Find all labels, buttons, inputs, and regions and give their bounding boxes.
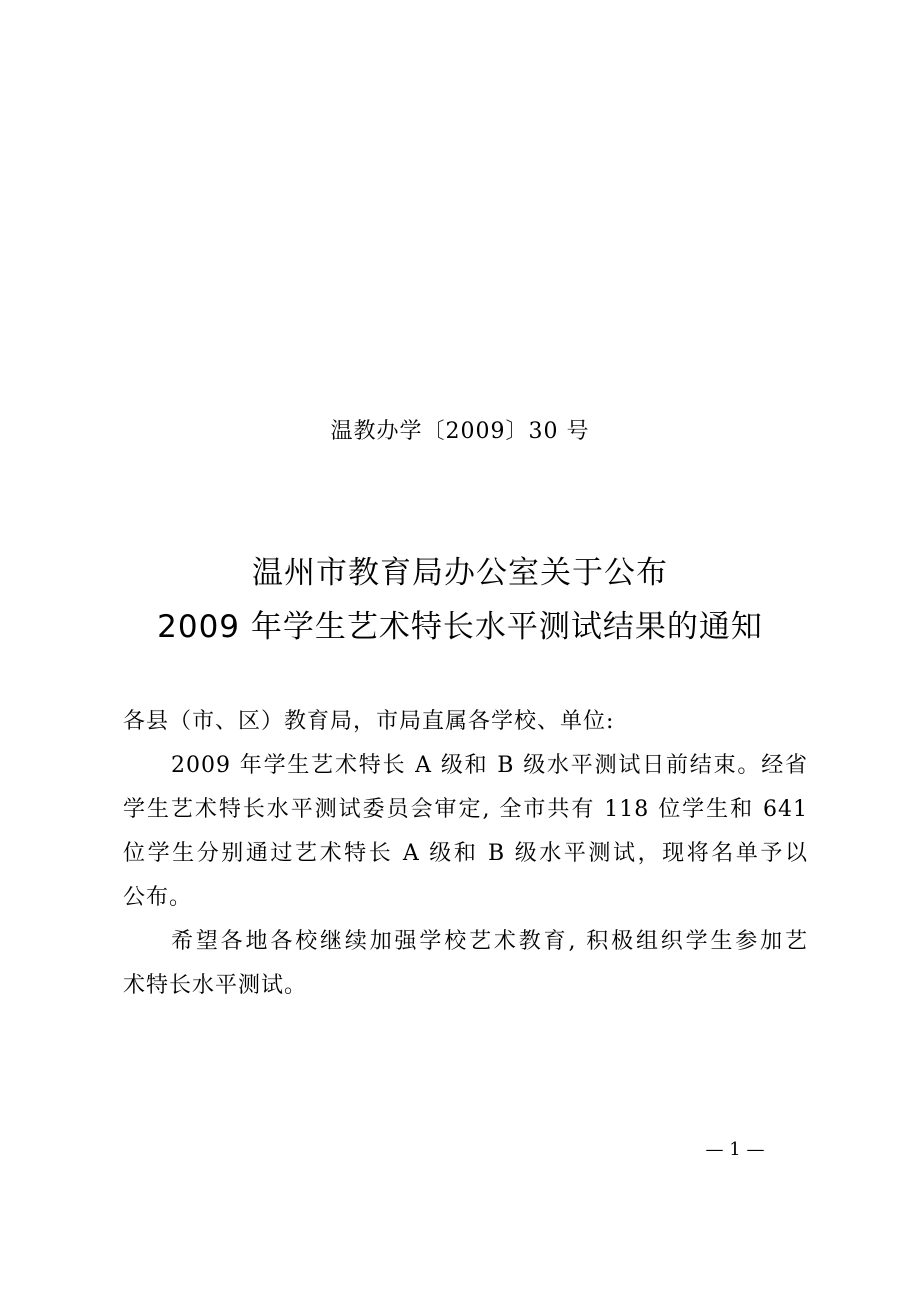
document-title xyxy=(0,546,920,654)
paragraph2-line-2: 术特长水平测试。 xyxy=(123,973,308,998)
paragraph1-line-4: 公布。 xyxy=(123,885,193,910)
paragraph1-line-3: 位学生分别通过艺术特长 A 级和 B 级水平测试，现将名单予以 xyxy=(123,841,808,866)
paragraph1-line-2: 学生艺术特长水平测试委员会审定, 全市共有 118 位学生和 641 xyxy=(123,797,808,822)
paragraph2-line-1: 希望各地各校继续加强学校艺术教育, 积极组织学生参加艺 xyxy=(171,929,808,954)
title-line-1: 温州市教育局办公室关于公布 xyxy=(252,555,668,591)
salutation: 各县（市、区）教育局，市局直属各学校、单位: xyxy=(123,709,615,734)
page-number: — 1 — xyxy=(705,1139,765,1160)
title-line-2: 2009 年学生艺术特长水平测试结果的通知 xyxy=(157,609,763,645)
document-number: 温教办学〔2009〕30 号 xyxy=(330,419,590,444)
paragraph1-line-1: 2009 年学生艺术特长 A 级和 B 级水平测试日前结束。经省 xyxy=(171,753,808,778)
document-body xyxy=(123,700,808,1008)
